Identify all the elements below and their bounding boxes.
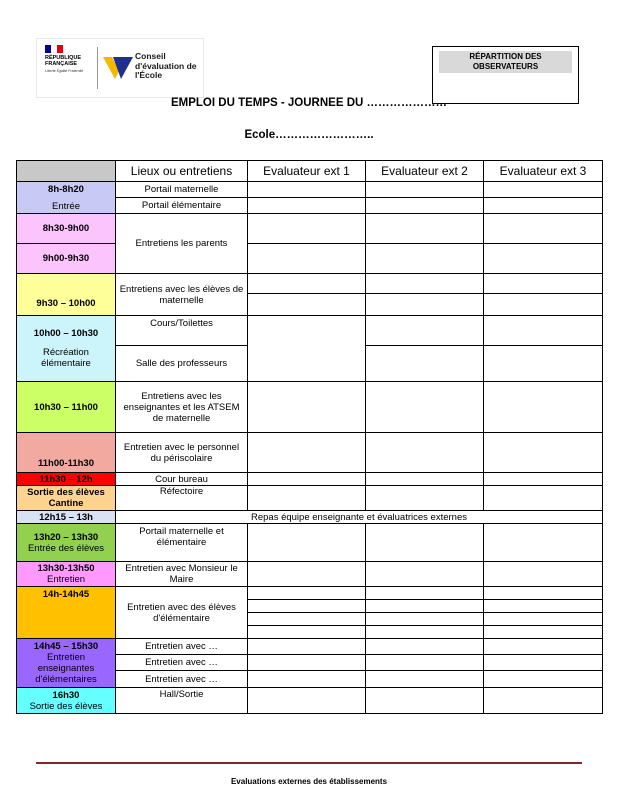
lieux-cell: Repas équipe enseignante et évaluatrices externes	[116, 511, 603, 524]
eval-cell[interactable]	[248, 587, 366, 600]
time-cell	[17, 688, 116, 714]
schedule-table	[16, 160, 603, 714]
eval-cell[interactable]	[366, 182, 484, 198]
table-row	[17, 316, 603, 346]
time-label: 10h00 – 10h30	[33, 328, 99, 339]
lieux-cell: Portail maternelle et élémentaire	[116, 524, 248, 562]
eval-cell[interactable]	[366, 587, 484, 600]
eval-cell[interactable]	[366, 562, 484, 587]
lieux-cell: Cours/Toilettes	[116, 316, 248, 346]
eval-cell[interactable]	[366, 433, 484, 473]
eval-cell[interactable]	[248, 198, 366, 214]
flag-red	[57, 45, 63, 53]
time-cell: 11h30 – 12h	[17, 473, 116, 486]
devise-text: Liberté Égalité Fraternité	[45, 69, 84, 73]
time-cell: 10h30 – 11h00	[17, 382, 116, 433]
eval-cell[interactable]	[248, 316, 366, 382]
eval-cell[interactable]	[484, 671, 603, 688]
eval-cell[interactable]	[248, 244, 366, 274]
eval-cell[interactable]	[366, 671, 484, 688]
lieux-cell: Réfectoire	[116, 486, 248, 511]
observateurs-label: RÉPARTITION DES OBSERVATEURS	[439, 51, 572, 73]
eval-cell[interactable]	[484, 655, 603, 671]
time-label: 13h20 – 13h30	[33, 531, 99, 543]
eval-cell[interactable]	[248, 671, 366, 688]
eval-cell[interactable]	[366, 214, 484, 244]
eval-cell[interactable]	[366, 600, 484, 613]
eval-cell[interactable]	[248, 182, 366, 198]
time-cell	[17, 182, 116, 214]
table-row	[17, 587, 603, 600]
table-row	[17, 182, 603, 198]
eval-cell[interactable]	[248, 562, 366, 587]
time-sub: Récréation élémentaire	[41, 347, 91, 369]
time-sub: Entrée	[52, 200, 80, 212]
flag-icon	[45, 45, 63, 53]
table-row	[17, 244, 603, 274]
eval-cell[interactable]	[248, 613, 366, 626]
time-label: 8h-8h20	[48, 183, 84, 195]
lieux-cell: Portail élémentaire	[116, 198, 248, 214]
eval-cell[interactable]	[366, 688, 484, 714]
eval-cell[interactable]	[366, 294, 484, 316]
lieux-cell: Cour bureau	[116, 473, 248, 486]
time-sub: Entretien enseignantes d'élémentaires	[35, 652, 97, 685]
eval-cell[interactable]	[484, 294, 603, 316]
eval-cell[interactable]	[366, 486, 484, 511]
logo-separator	[97, 47, 98, 89]
time-cell: 8h30-9h00	[17, 214, 116, 244]
eval-cell[interactable]	[248, 655, 366, 671]
eval-cell[interactable]	[366, 473, 484, 486]
eval-cell[interactable]	[484, 316, 603, 346]
lieux-cell: Entretien avec Monsieur le Maire	[116, 562, 248, 587]
lieux-cell: Entretien avec des élèves d'élémentaire	[116, 587, 248, 639]
lieux-cell: Entretiens avec les enseignantes et les ATSEM de maternelle	[116, 382, 248, 433]
table-row	[17, 511, 603, 524]
eval-cell[interactable]	[248, 626, 366, 639]
eval-cell[interactable]	[484, 346, 603, 382]
eval-cell[interactable]	[248, 639, 366, 655]
republique-text: RÉPUBLIQUE FRANÇAISE	[45, 55, 82, 67]
lieux-cell: Entretien avec …	[116, 655, 248, 671]
time-label: 13h30-13h50	[37, 563, 95, 574]
eval-cell[interactable]	[248, 688, 366, 714]
eval-cell[interactable]	[484, 182, 603, 198]
eval-cell[interactable]	[366, 316, 484, 346]
conseil-text: Conseil d'évaluation de l'École	[135, 51, 197, 80]
eval-cell[interactable]	[366, 524, 484, 562]
page-title: EMPLOI DU TEMPS - JOURNEE DU …………………	[170, 97, 448, 109]
eval-cell[interactable]	[484, 524, 603, 562]
observateurs-box[interactable]	[432, 46, 579, 104]
table-row	[17, 433, 603, 473]
header-cell-lieux: Lieux ou entretiens	[116, 161, 248, 182]
eval-cell[interactable]	[484, 639, 603, 655]
header-cell-time	[17, 161, 116, 182]
eval-cell[interactable]	[484, 613, 603, 626]
table-row	[17, 562, 603, 587]
eval-cell[interactable]	[484, 688, 603, 714]
lieux-cell: Entretien avec …	[116, 639, 248, 655]
time-cell: 14h-14h45	[17, 587, 116, 639]
eval-cell[interactable]	[366, 382, 484, 433]
time-cell: Sortie des élèves Cantine	[17, 486, 116, 511]
table-row	[17, 473, 603, 486]
lieux-cell: Entretiens les parents	[116, 214, 248, 274]
eval-cell[interactable]	[484, 473, 603, 486]
eval-cell[interactable]	[366, 655, 484, 671]
eval-cell[interactable]	[484, 587, 603, 600]
eval-cell[interactable]	[484, 562, 603, 587]
eval-cell[interactable]	[248, 600, 366, 613]
lieux-cell: Entretien avec le personnel du périscolaire	[116, 433, 248, 473]
eval-cell[interactable]	[484, 198, 603, 214]
ecole-title: Ecole……………………..	[244, 129, 374, 141]
table-row	[17, 214, 603, 244]
eval-cell[interactable]	[484, 626, 603, 639]
eval-cell[interactable]	[366, 613, 484, 626]
marianne-block	[45, 45, 95, 73]
eval-cell[interactable]	[366, 198, 484, 214]
footer-text: Evaluations externes des établissements	[230, 777, 388, 786]
lieux-cell: Entretiens avec les élèves de maternelle	[116, 274, 248, 316]
lieux-cell: Salle des professeurs	[116, 346, 248, 382]
eval-cell[interactable]	[366, 244, 484, 274]
time-label: 16h30	[52, 689, 80, 701]
eval-cell[interactable]	[484, 382, 603, 433]
eval-cell[interactable]	[484, 600, 603, 613]
eval-cell[interactable]	[366, 346, 484, 382]
eval-cell[interactable]	[248, 473, 366, 486]
time-label: 14h45 – 15h30	[33, 641, 99, 652]
header-cell-eval1: Evaluateur ext 1	[248, 161, 366, 182]
footer-divider	[36, 762, 582, 764]
eval-cell[interactable]	[484, 274, 603, 294]
eval-cell[interactable]	[366, 639, 484, 655]
time-cell: 12h15 – 13h	[17, 511, 116, 524]
table-row	[17, 524, 603, 562]
time-sub: Entretien	[46, 574, 86, 585]
eval-cell[interactable]	[248, 524, 366, 562]
header-cell-eval2: Evaluateur ext 2	[366, 161, 484, 182]
lieux-cell: Entretien avec …	[116, 671, 248, 688]
logo	[36, 38, 204, 98]
table-row	[17, 486, 603, 511]
time-cell: 11h00-11h30	[17, 433, 116, 473]
time-cell: 9h30 – 10h00	[17, 274, 116, 316]
eval-cell[interactable]	[248, 294, 366, 316]
time-cell	[17, 562, 116, 587]
eval-cell[interactable]	[248, 382, 366, 433]
time-cell	[17, 524, 116, 562]
eval-cell[interactable]	[484, 433, 603, 473]
eval-cell[interactable]	[484, 244, 603, 274]
lieux-cell: Hall/Sortie	[116, 688, 248, 714]
time-sub: Entrée des élèves	[27, 542, 105, 554]
time-sub: Sortie des élèves	[29, 700, 103, 712]
eval-cell[interactable]	[366, 274, 484, 294]
table-header-row	[17, 161, 603, 182]
header-cell-eval3: Evaluateur ext 3	[484, 161, 603, 182]
lieux-cell: Portail maternelle	[116, 182, 248, 198]
time-cell	[17, 316, 116, 382]
eval-cell[interactable]	[248, 274, 366, 294]
eval-cell[interactable]	[248, 214, 366, 244]
time-cell	[17, 639, 116, 688]
table-row	[17, 274, 603, 294]
eval-cell[interactable]	[248, 433, 366, 473]
conseil-mark-icon	[103, 51, 133, 81]
table-row	[17, 382, 603, 433]
eval-cell[interactable]	[484, 486, 603, 511]
table-row	[17, 639, 603, 655]
table-row	[17, 688, 603, 714]
eval-cell[interactable]	[248, 486, 366, 511]
eval-cell[interactable]	[484, 214, 603, 244]
time-cell: 9h00-9h30	[17, 244, 116, 274]
eval-cell[interactable]	[366, 626, 484, 639]
